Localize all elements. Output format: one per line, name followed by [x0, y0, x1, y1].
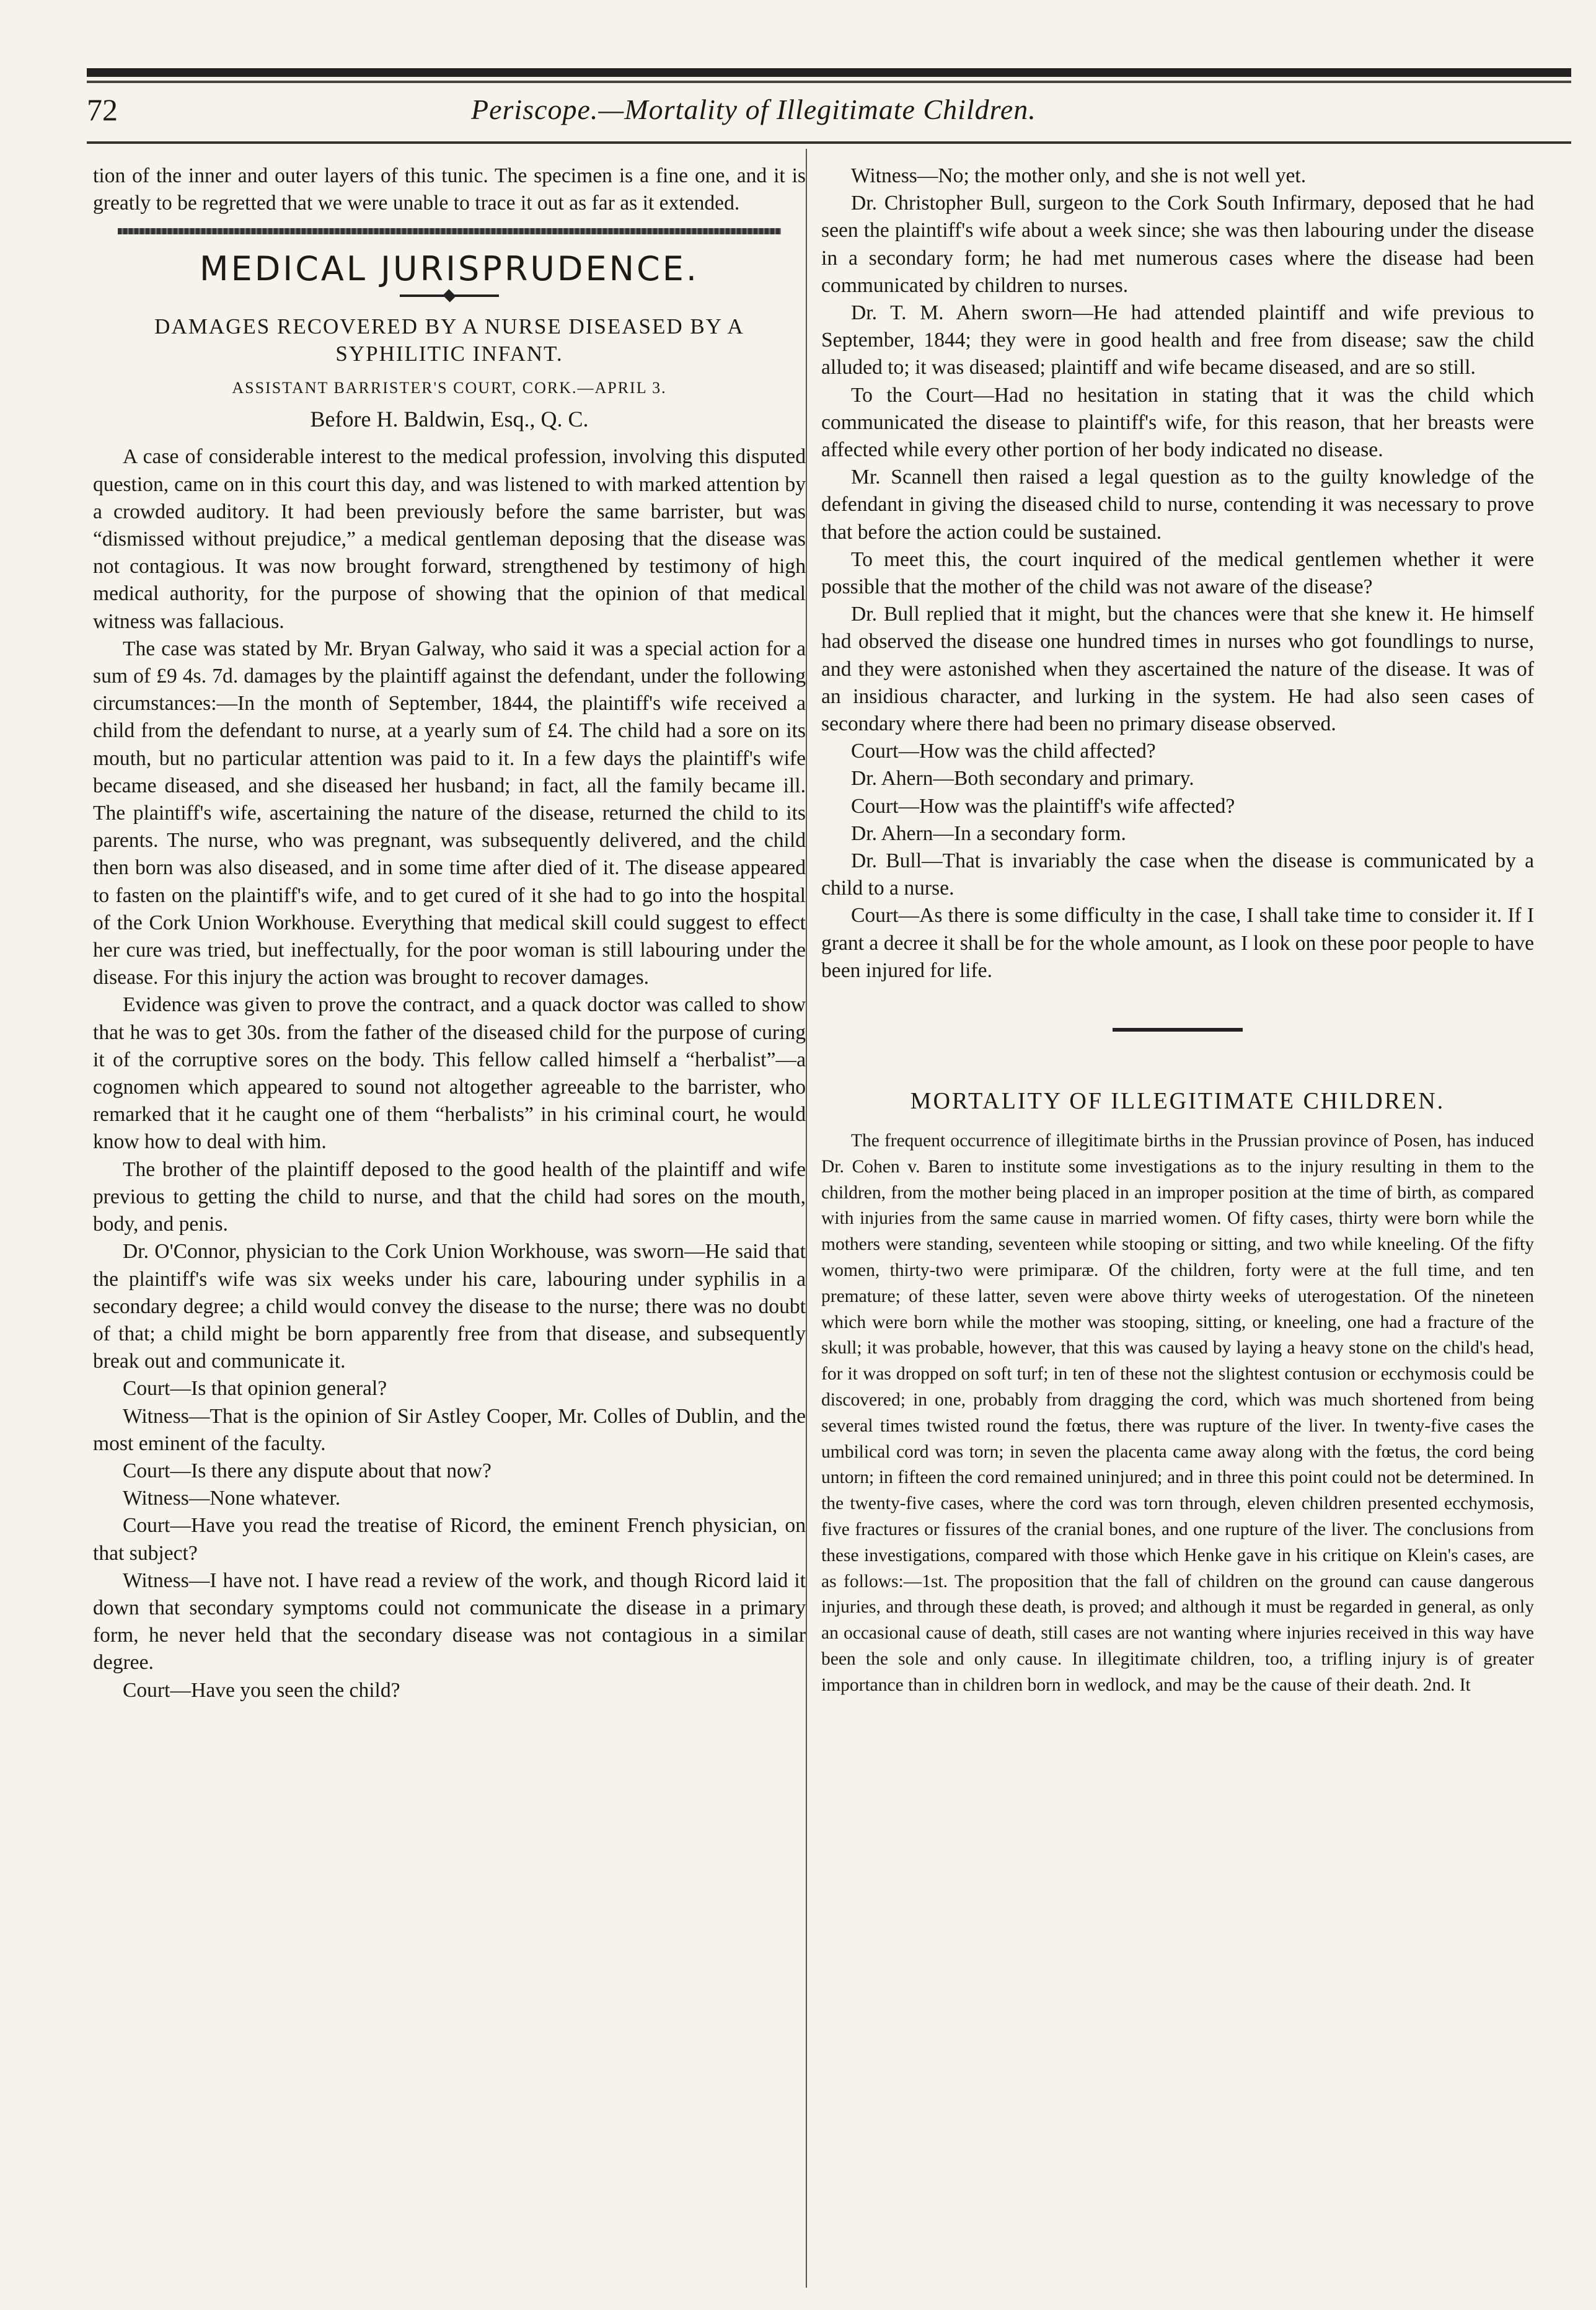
paragraph: Court—As there is some difficulty in the case, I shall take time to consider it. If I grant a decree it shall be for the whole amount, as I look on these poor people to have been injured for life. [821, 904, 1534, 982]
paragraph: Dr. Ahern—Both secondary and primary. [851, 767, 1194, 790]
running-title: Periscope.—Mortality of Illegitimate Children. [471, 94, 1036, 125]
paragraph: Witness—That is the opinion of Sir Astley Cooper, Mr. Colles of Dublin, and the most eminent of the faculty. [93, 1404, 806, 1455]
paragraph: Dr. O'Connor, physician to the Cork Union Workhouse, was sworn—He said that the plaintiff's wife was six weeks under his care, labouring under syphilis in a secondary degree; a child would convey the disease to the nurse; there was no doubt of that; a child might be born apparently free from that disease, and subsequently break out and communicate it. [93, 1240, 806, 1373]
column-divider [806, 149, 807, 2288]
paragraph: Dr. T. M. Ahern sworn—He had attended plaintiff and wife previous to September, 1844; they were in good health and free from disease; saw the child alluded to; it was diseased; plaintiff and wife became diseased, and are so still. [821, 301, 1534, 379]
paragraph: Witness—No; the mother only, and she is not well yet. [851, 164, 1307, 187]
article-separator [1113, 1028, 1243, 1032]
paragraph: Court—Is that opinion general? [123, 1377, 387, 1401]
paragraph: To the Court—Had no hesitation in stating that it was the child which communicated the disease to plaintiff's wife, for this reason, that her breasts were affected while every other portion of her body indicated no disease. [821, 383, 1534, 462]
top-rule-thin [87, 81, 1571, 83]
paragraph: Court—Have you seen the child? [123, 1678, 400, 1702]
paragraph: To meet this, the court inquired of the medical gentlemen whether it were possible that the mother of the child was not aware of the disease? [821, 547, 1534, 599]
intro-paragraph: tion of the inner and outer layers of this tunic. The specimen is a fine one, and it is greatly to be regretted that we were unable to trace it out as far as it extended. [93, 164, 806, 215]
paragraph: Evidence was given to prove the contract, and a quack doctor was called to show that he was to get 30s. from the father of the diseased child for the purpose of curing it of the corruptive sores on the body. This fellow called himself a “herbalist”—a cognomen which appeared to sound not altogether agreeable to the barrister, who remarked that it he caught one of them “herbalists” in his criminal court, he would know how to deal with him. [93, 993, 806, 1154]
paragraph: Dr. Bull replied that it might, but the chances were that she knew it. He himself had observed the disease one hundred times in nurses who got foundlings to nurse, and they were astonished when they ascertained the nature of the disease. It was of an insidious character, and lurking in the system. He had also seen cases of secondary where there had been no primary disease observed. [821, 603, 1534, 736]
section-rule [118, 228, 781, 234]
paragraph: Witness—None whatever. [123, 1487, 341, 1510]
section-title: MEDICAL JURISPRUDENCE. [200, 249, 699, 289]
right-column [821, 162, 1534, 1699]
left-column [93, 162, 806, 1704]
court-line: ASSISTANT BARRISTER'S COURT, CORK.—APRIL 3. [232, 379, 667, 397]
paragraph: The case was stated by Mr. Bryan Galway, who said it was a special action for a sum of £9 4s. 7d. damages by the plaintiff against the defendant, under the following circumstances:—In the month of September, 1844, the plaintiff's wife received a child from the defendant to nurse, at a yearly sum of £4. The child had a sore on its mouth, but no particular attention was paid to it. In a few days the plaintiff's wife became diseased, and she diseased her husband; in fact, all the family became ill. The plaintiff's wife, ascertaining the nature of the disease, returned the child to its parents. The nurse, who was pregnant, was subsequently delivered, and the child then born was also diseased, and in some time after died of it. The disease appeared to fasten on the plaintiff's wife, and to get cured of it she had to go into the hospital of the Cork Union Workhouse. Everything that medical skill could suggest to effect her cure was tried, but ineffectually, for the poor woman is still labouring under the disease. For this injury the action was brought to recover damages. [93, 637, 806, 989]
paragraph: Dr. Ahern—In a secondary form. [851, 821, 1126, 845]
paragraph: Court—Have you read the treatise of Ricord, the eminent French physician, on that subject? [93, 1514, 806, 1565]
paragraph: Court—How was the child affected? [851, 740, 1156, 763]
paragraph: Mr. Scannell then raised a legal question as to the guilty knowledge of the defendant in giving the diseased child to nurse, contending it was necessary to prove that before the action could be sustained. [821, 466, 1534, 544]
paragraph: Court—Is there any dispute about that now? [123, 1459, 492, 1482]
mortality-title: MORTALITY OF ILLEGITIMATE CHILDREN. [910, 1088, 1445, 1115]
ornament-divider [400, 294, 499, 297]
page-number: 72 [87, 92, 118, 127]
paragraph: The brother of the plaintiff deposed to the good health of the plaintiff and wife previous to getting the child to nurse, and that the child had sores on the mouth, body, and penis. [93, 1157, 806, 1236]
paragraph: Dr. Bull—That is invariably the case when the disease is communicated by a child to a nurse. [821, 849, 1534, 900]
paragraph: Dr. Christopher Bull, surgeon to the Cork South Infirmary, deposed that he had seen the plaintiff's wife about a week since; she was then labouring under the disease in a secondary form; he had met numerous cases where the disease had been communicated by children to nurses. [821, 192, 1534, 297]
mortality-paragraph: The frequent occurrence of illegitimate births in the Prussian province of Posen, has induced Dr. Cohen v. Baren to institute some investigations as to the injury resulting in them to the children, from the mother being placed in an improper position at the time of birth, as compared with injuries from the same cause in married women. Of fifty cases, thirty were born while the mothers were standing, seventeen while stooping or sitting, and two while kneeling. Of the fifty women, thirty-two were primiparæ. Of the children, forty were at the full time, and ten premature; of these latter, seven were above thirty weeks of uterogestation. Of the nineteen which were born while the mother was stooping, sitting, or kneeling, one had a fracture of the skull; it was probable, however, that this was caused by laying a heavy stone on the child's head, for it was dropped on soft turf; in ten of these not the slightest contusion or ecchymosis could be discovered; in one, probably from dragging the cord, which was much shortened from being several times twisted round the fœtus, there was rupture of the liver. In twenty-five cases the umbilical cord was torn; in seven the placenta came away along with the fœtus, the cord being untorn; in fifteen the cord remained uninjured; and in three this point could not be determined. In the twenty-five cases, where the cord was torn through, eleven children presented ecchymosis, five fractures or fissures of the cranial bones, and one rupture of the liver. The conclusions from these investigations, compared with those which Henke gave in his critique on Klein's cases, are as follows:—1st. The proposition that the fall of children on the ground can cause dangerous injuries, and through these death, is proved; and although it must be regarded in general, as only an occasional cause of death, still cases are not wanting where injuries received in this way have been the sole and only cause. In illegitimate children, too, a trifling injury is of greater importance than in children born in wedlock, and may be the cause of their death. 2nd. It [821, 1131, 1534, 1695]
paragraph: Court—How was the plaintiff's wife affected? [851, 794, 1235, 818]
paragraph: A case of considerable interest to the medical profession, involving this disputed question, came on in this court this day, and was listened to with marked attention by a crowded auditory. It had been previously before the same barrister, but was “dismissed without prejudice,” a medical gentleman deposing that the disease was not contagious. It was now brought forward, strengthened by testimony of high medical authority, for the purpose of showing that the opinion of that medical witness was fallacious. [93, 445, 806, 633]
article-title: DAMAGES RECOVERED BY A NURSE DISEASED BY A SYPHILITIC INFANT. [154, 314, 744, 366]
header-rule [87, 141, 1571, 144]
before-line: Before H. Baldwin, Esq., Q. C. [310, 407, 589, 432]
paragraph: Witness—I have not. I have read a review of the work, and though Ricord laid it down that secondary symptoms could not communicate the disease in a primary form, he never held that the secondary disease was not contagious in a similar degree. [93, 1569, 806, 1675]
top-rule [87, 68, 1571, 77]
